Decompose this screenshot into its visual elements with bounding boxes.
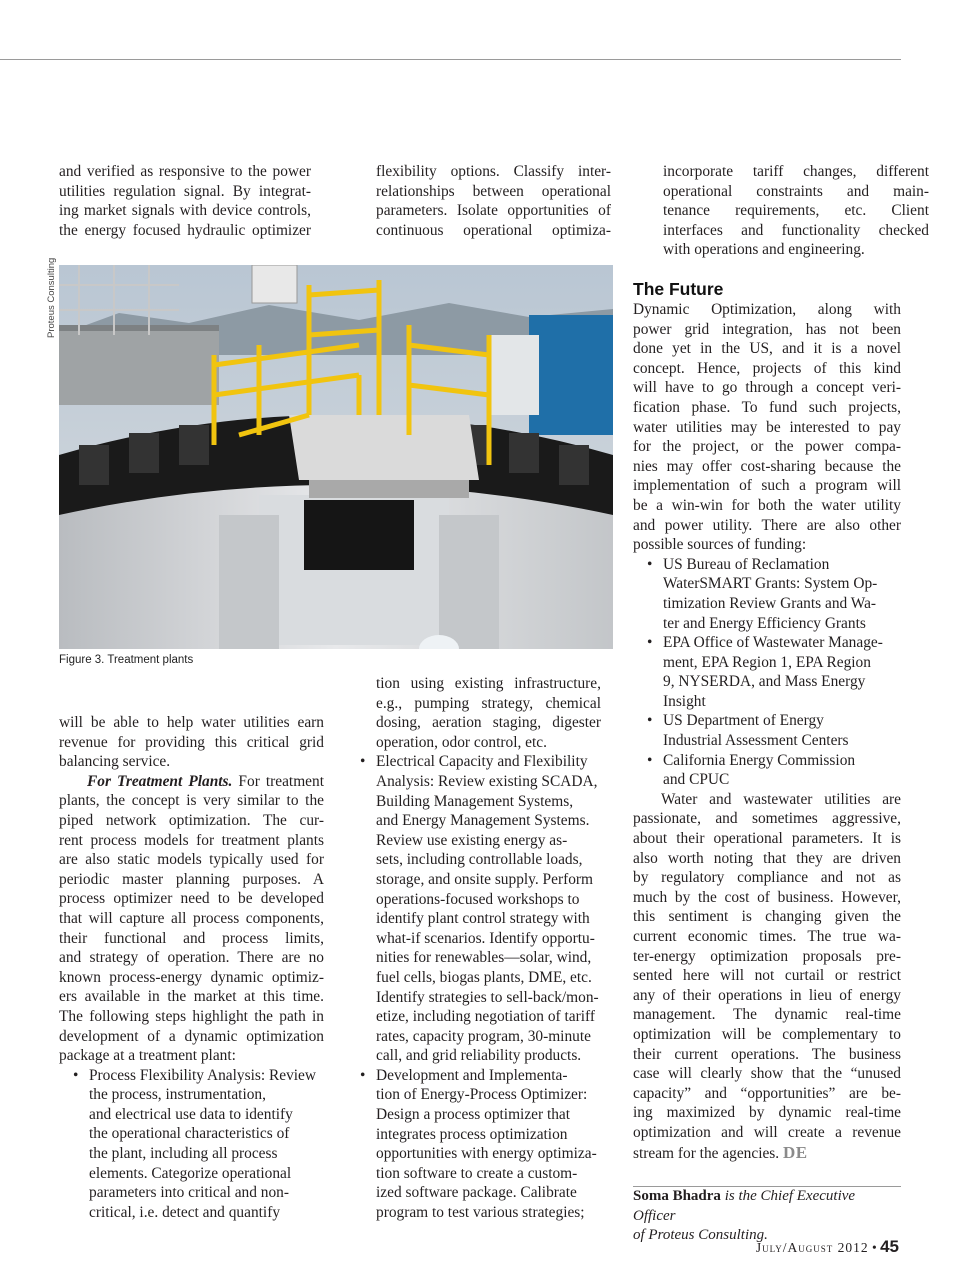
text-line: call, and grid reliability products. xyxy=(376,1047,582,1065)
page-number: 45 xyxy=(880,1237,899,1256)
text-line: tion of Energy-Process Optimizer: xyxy=(376,1086,588,1104)
figure-caption: Figure 3. Treatment plants xyxy=(59,654,194,666)
text-line: Review use existing energy as- xyxy=(376,831,568,849)
text-line: • EPA Office of Wastewater Manage- xyxy=(663,634,883,652)
text-line: • Electrical Capacity and Flexibility xyxy=(376,753,588,771)
text-line: optimization will be complementary to xyxy=(633,1025,901,1043)
text-line: elements. Categorize operational xyxy=(89,1164,292,1182)
text-line: e.g., pumping strategy, chemical xyxy=(376,694,601,712)
photo-credit: Proteus Consulting xyxy=(46,257,57,338)
text-line: nies may offer cost-sharing because the xyxy=(633,457,901,475)
section-heading-the-future: The Future xyxy=(633,279,724,299)
end-mark: DE xyxy=(783,1142,808,1162)
text-line: tion using existing infrastructure, xyxy=(376,675,601,692)
text-line: tion software to create a custom- xyxy=(376,1164,578,1182)
text-line: Design a process optimizer that xyxy=(376,1106,571,1124)
text-line: opportunities with energy optimiza- xyxy=(376,1145,597,1163)
issue-date: July/August 2012 xyxy=(755,1240,869,1255)
text-line: WaterSMART Grants: System Op- xyxy=(663,575,878,593)
text-line: optimization and will create a revenue xyxy=(633,1123,901,1141)
text-line: process optimizer need to be developed xyxy=(59,890,324,908)
text-line: program to test various strategies; xyxy=(376,1204,585,1222)
text-line: Industrial Assessment Centers xyxy=(663,732,849,750)
text-line: 9, NYSERDA, and Mass Energy xyxy=(663,673,866,691)
text-line: operations-focused workshops to xyxy=(376,890,580,908)
text-line: fuel cells, biogas plants, DME, etc. xyxy=(376,968,592,986)
text-line: Building Management Systems, xyxy=(376,792,574,810)
text-line: passionate, and sometimes aggressive, xyxy=(633,810,901,828)
text-line: rates, capacity program, 30-minute xyxy=(376,1027,591,1045)
text-line: the operational characteristics of xyxy=(89,1125,290,1143)
continued-bullet xyxy=(346,674,601,752)
column-3-body xyxy=(633,300,901,1163)
text-line: case will clearly show that the “unused xyxy=(633,1065,901,1083)
text-line: done yet in the US, and it is a novel xyxy=(633,340,901,358)
text-line: and verified as responsive to the power xyxy=(59,163,311,180)
treatment-plant-illustration xyxy=(59,265,613,649)
funding-source-item xyxy=(633,751,901,790)
text-line: the plant, including all process xyxy=(89,1145,278,1163)
text-line: much by the cost of business. However, xyxy=(633,888,901,906)
text-line: The following steps highlight the path in xyxy=(59,1007,324,1025)
text-line: concept. Hence, projects of this kind xyxy=(633,359,901,377)
text-line: package at a treatment plant: xyxy=(59,1047,236,1065)
text-line: Insight xyxy=(663,692,706,710)
run-in-heading: For Treatment Plants. xyxy=(87,772,233,790)
text-line: water utilities may be interested to pay xyxy=(633,418,901,436)
text-line: will have to go through a concept veri- xyxy=(633,379,901,397)
text-line: ing market signals with device controls, xyxy=(59,202,311,220)
text-line: interfaces and functionality checked xyxy=(663,221,929,239)
treatment-plants-paragraph xyxy=(59,772,324,1066)
text-line: are also static models typically used for xyxy=(59,851,324,869)
text-line: and CPUC xyxy=(663,771,730,789)
text-line: Analysis: Review existing SCADA, xyxy=(376,772,598,790)
text-line: will be able to help water utilities earn xyxy=(59,714,324,731)
text-line: sented here will not curtail or restrict xyxy=(633,967,901,985)
text-line: be a win-win for both the water utility xyxy=(633,496,901,514)
intro-paragraph xyxy=(59,713,324,772)
text-line: and power utility. There are also other xyxy=(633,516,901,534)
text-line: with operations and engineering. xyxy=(663,241,865,259)
text-line: ter and Energy Efficiency Grants xyxy=(663,614,866,632)
text-line: dosing, aeration staging, digester xyxy=(376,714,601,732)
text-line: Dynamic Optimization, along with xyxy=(633,301,901,318)
text-line: by regulatory compliance and not as xyxy=(633,869,901,887)
text-line: rent process models for treatment plants xyxy=(59,831,324,849)
funding-source-item xyxy=(633,711,901,750)
text-line: about their operational parameters. It is xyxy=(633,830,901,848)
text-line: ers available in the market at this time. xyxy=(59,988,324,1006)
column-2-bottom xyxy=(346,674,601,1223)
text-line: sets, including controllable loads, xyxy=(376,851,583,869)
author-role-cont: of Proteus Consulting. xyxy=(633,1227,768,1244)
column-2-top xyxy=(376,162,611,240)
text-line: the energy focused hydraulic optimizer xyxy=(59,221,311,239)
text-line: identify plant control strategy with xyxy=(376,910,590,928)
text-line: • US Department of Energy xyxy=(663,712,824,730)
text-line: power grid integration, has not been xyxy=(633,320,901,338)
text-line: their current operations. The business xyxy=(633,1045,901,1063)
closing-paragraph xyxy=(633,790,901,1163)
text-line: piped network optimization. The cur- xyxy=(59,811,324,829)
text-line: • California Energy Commission xyxy=(663,751,856,769)
text-line: storage, and onsite supply. Perform xyxy=(376,870,593,888)
text-line: ized software package. Calibrate xyxy=(376,1184,577,1202)
column-1-bottom xyxy=(59,713,324,1222)
funding-source-item xyxy=(633,633,901,711)
text-line: revenue for providing this critical grid xyxy=(59,733,324,751)
text-line: timization Review Grants and Wa- xyxy=(663,594,877,612)
text-line: operation, odor control, etc. xyxy=(376,733,547,751)
text-line: for the project, or the power compa- xyxy=(633,438,901,456)
text-line: nities for renewables—solar, wind, xyxy=(376,949,592,967)
text-line: this sentiment is changing given the xyxy=(633,908,901,926)
text-line: and Energy Management Systems. xyxy=(376,812,590,830)
page-footer xyxy=(756,1237,899,1257)
column-1-top xyxy=(59,162,311,240)
text-line: also worth noting that they are driven xyxy=(633,849,901,867)
text-line xyxy=(633,1143,901,1164)
text-line: • Development and Implementa- xyxy=(376,1066,568,1084)
text-line: parameters into critical and non- xyxy=(89,1184,289,1202)
text-line: the process, instrumentation, xyxy=(89,1086,266,1104)
text-line: etize, including negotiation of tariff xyxy=(376,1008,595,1026)
footer-separator: • xyxy=(871,1240,877,1255)
text-line: utilities regulation signal. By integrat- xyxy=(59,182,311,200)
text-line: parameters. Isolate opportunities of xyxy=(376,202,611,220)
bullet-process-flexibility xyxy=(59,1066,324,1223)
column-3-top xyxy=(633,162,929,260)
author-name: Soma Bhadra xyxy=(633,1188,721,1204)
text-run: Water and wastewater utilities are xyxy=(661,790,901,808)
text-line: management. The dynamic real-time xyxy=(633,1006,901,1024)
text-line: relationships between operational xyxy=(376,182,611,200)
text-line: ter-energy optimization proposals pre- xyxy=(633,947,901,965)
text-line: critical, i.e. detect and quantify xyxy=(89,1203,281,1221)
bullet-optimizer-development xyxy=(346,1066,601,1223)
header-rule xyxy=(0,59,901,60)
text-line: integrates process optimization xyxy=(376,1125,568,1143)
text-line: capacity” and “opportunities” are be- xyxy=(633,1084,901,1102)
text-line: ing maximized by dynamic real-time xyxy=(633,1104,901,1122)
text-line: periodic master planning purposes. A xyxy=(59,870,324,888)
text-line: possible sources of funding: xyxy=(633,536,807,554)
text-line: what-if scenarios. Identify opportu- xyxy=(376,929,595,947)
text-line: • Process Flexibility Analysis: Review xyxy=(89,1066,317,1084)
text-line: known process-energy dynamic optimiz- xyxy=(59,968,324,986)
text-line: and strategy of operation. There are no xyxy=(59,949,324,967)
text-line: development of a dynamic optimization xyxy=(59,1027,324,1045)
text-line: flexibility options. Classify inter- xyxy=(376,163,611,180)
funding-source-item xyxy=(633,555,901,633)
text-run: stream for the agencies. xyxy=(633,1144,780,1162)
text-run: For treatment xyxy=(232,772,324,790)
author-role: is the Chief Executive Officer xyxy=(633,1188,856,1224)
text-line: • US Bureau of Reclamation xyxy=(663,555,830,573)
text-line: implementation of such a program will xyxy=(633,477,901,495)
future-paragraph xyxy=(633,300,901,555)
text-line: incorporate tariff changes, different xyxy=(663,163,929,180)
text-line: fication phase. To fund such projects, xyxy=(633,398,901,416)
text-line: and electrical use data to identify xyxy=(89,1105,293,1123)
bullet-electrical-capacity xyxy=(346,752,601,1066)
text-line: any of their operations in lieu of energy xyxy=(633,986,901,1004)
text-line: their functional and process limits, xyxy=(59,929,324,947)
text-line: tenance requirements, etc. Client xyxy=(663,202,929,220)
treatment-plant-photo xyxy=(59,265,613,649)
text-line: ment, EPA Region 1, EPA Region xyxy=(663,653,871,671)
text-line xyxy=(59,772,324,792)
text-line: that will capture all process components, xyxy=(59,909,324,927)
text-line: Identify strategies to sell-back/mon- xyxy=(376,988,599,1006)
text-line: current economic times. The true wa- xyxy=(633,928,901,945)
text-line: operational constraints and main- xyxy=(663,182,929,200)
text-line: continuous operational optimiza- xyxy=(376,221,611,239)
text-line: plants, the concept is very similar to the xyxy=(59,792,324,810)
text-line: balancing service. xyxy=(59,753,171,771)
text-line xyxy=(633,790,901,810)
